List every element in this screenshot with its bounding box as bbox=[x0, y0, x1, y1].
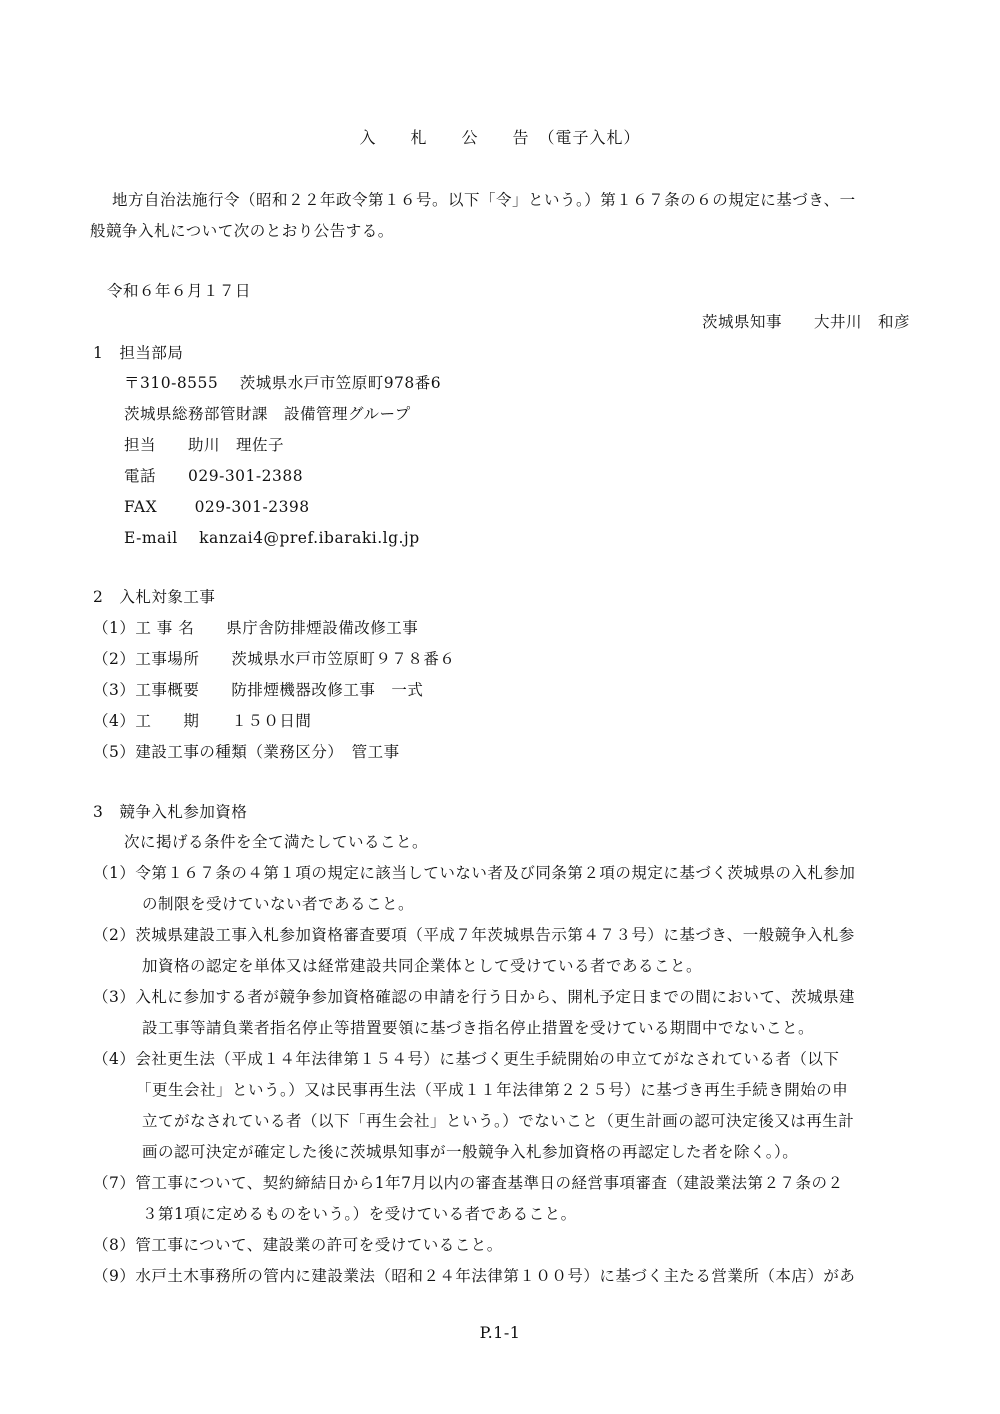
qualification-line: （9）水戸土木事務所の管内に建設業法（昭和２４年法律第１００号）に基づく主たる営業所（本店）があ bbox=[93, 1267, 856, 1285]
work-period: （4）工 期 １５０日間 bbox=[93, 712, 312, 730]
fax-line: FAX 029-301-2398 bbox=[124, 498, 310, 516]
intro-line-1: 地方自治法施行令（昭和２２年政令第１６号。以下「令」という。）第１６７条の６の規定に基づき、一 bbox=[112, 191, 856, 209]
contact-person: 担当 助川 理佐子 bbox=[124, 436, 285, 454]
page-title: 入 札 公 告 （電子入札） bbox=[359, 128, 641, 147]
issuer: 茨城県知事 大井川 和彦 bbox=[701, 313, 910, 331]
work-location: （2）工事場所 茨城県水戸市笠原町９７８番６ bbox=[93, 650, 456, 668]
notice-date: 令和６年６月１７日 bbox=[107, 282, 252, 300]
phone-line: 電話 029-301-2388 bbox=[124, 467, 304, 485]
qualification-line: 「更生会社」という。）又は民事再生法（平成１１年法律第２２５号）に基づき再生手続き開始の申 bbox=[136, 1081, 849, 1099]
email-line: E-mail kanzai4@pref.ibaraki.lg.jp bbox=[124, 529, 420, 547]
qualification-line: の制限を受けていない者であること。 bbox=[142, 895, 415, 913]
department-line: 茨城県総務部管財課 設備管理グループ bbox=[124, 405, 411, 423]
qualification-line: 画の認可決定が確定した後に茨城県知事が一般競争入札参加資格の再認定した者を除く。）。 bbox=[142, 1143, 799, 1161]
qualification-line: （4）会社更生法（平成１４年法律第１５４号）に基づく更生手続開始の申立てがなされている者（以下 bbox=[93, 1050, 840, 1068]
work-name: （1）工 事 名 県庁舎防排煙設備改修工事 bbox=[93, 619, 419, 637]
qualification-line: 加資格の認定を単体又は経常建設共同企業体として受けている者であること。 bbox=[142, 957, 703, 975]
address-line: 〒310-8555 茨城県水戸市笠原町978番6 bbox=[124, 374, 442, 392]
section1-heading: 1 担当部局 bbox=[93, 344, 184, 362]
qualification-line: 設工事等請負業者指名停止等措置要領に基づき指名停止措置を受けている期間中でないこと。 bbox=[142, 1019, 815, 1037]
qualification-line: （1）令第１６７条の４第１項の規定に該当していない者及び同条第２項の規定に基づく茨城県の入札参加 bbox=[93, 864, 856, 882]
section2-heading: 2 入札対象工事 bbox=[93, 588, 216, 606]
section3-intro: 次に掲げる条件を全て満たしていること。 bbox=[124, 833, 429, 851]
qualification-line: （7）管工事について、契約締結日から1年7月以内の審査基準日の経営事項審査（建設業法第２７条の２ bbox=[93, 1174, 844, 1192]
qualification-line: ３第1項に定めるものをいう。）を受けている者であること。 bbox=[142, 1205, 577, 1223]
work-summary: （3）工事概要 防排煙機器改修工事 一式 bbox=[93, 681, 424, 699]
qualification-line: 立てがなされている者（以下「再生会社」という。）でないこと（更生計画の認可決定後又は再生計 bbox=[142, 1112, 855, 1130]
intro-line-2: 般競争入札について次のとおり公告する。 bbox=[90, 222, 394, 240]
qualification-line: （3）入札に参加する者が競争参加資格確認の申請を行う日から、開札予定日までの間において、茨城県建 bbox=[93, 988, 856, 1006]
qualification-line: （2）茨城県建設工事入札参加資格審査要項（平成７年茨城県告示第４７３号）に基づき、一般競争入札参 bbox=[93, 926, 855, 944]
page-number: P.1-1 bbox=[479, 1323, 521, 1342]
section3-heading: 3 競争入札参加資格 bbox=[93, 803, 248, 821]
qualification-line: （8）管工事について、建設業の許可を受けていること。 bbox=[93, 1236, 503, 1254]
work-type: （5）建設工事の種類（業務区分） 管工事 bbox=[93, 743, 400, 761]
